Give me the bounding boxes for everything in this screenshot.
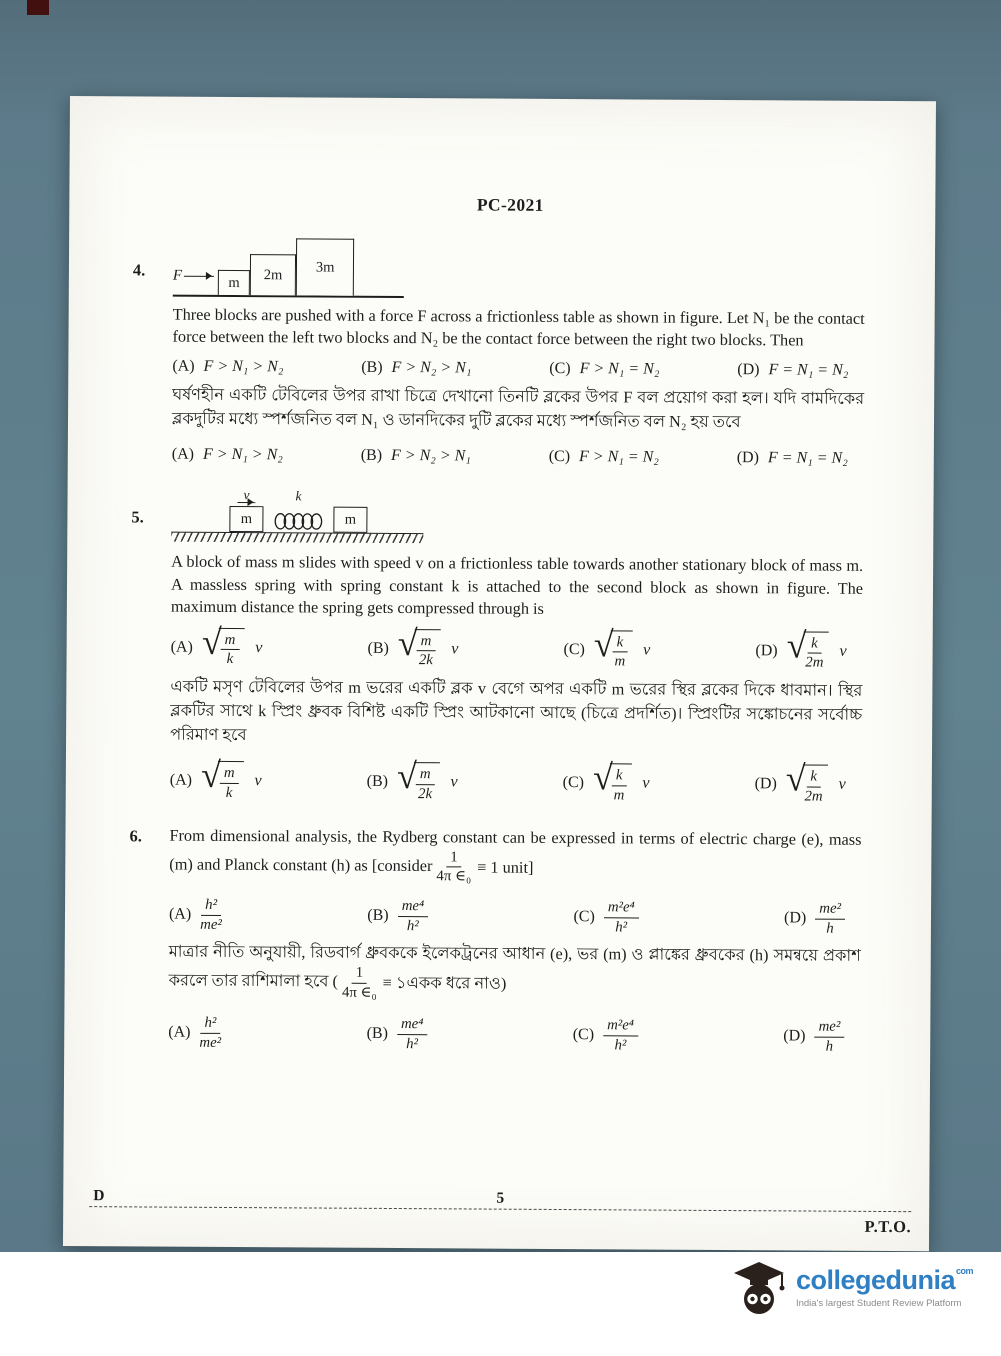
option-label: (C) — [573, 908, 595, 926]
q4-options-bengali — [172, 445, 848, 467]
fraction-expression: $\frac{\text{me²}}{h}$ — [814, 1019, 844, 1055]
q5-figure — [171, 487, 423, 543]
velocity-label: v — [238, 488, 256, 504]
q5-moving-block — [229, 488, 263, 533]
option-label: (A) — [169, 771, 193, 790]
option-label: (C) — [549, 359, 571, 378]
paper-code: PC-2021 — [476, 194, 544, 215]
q4-option-a — [172, 445, 283, 464]
collegedunia-logo — [730, 1260, 973, 1316]
question-5-number: 5. — [131, 507, 144, 527]
scan-corner-artifact — [27, 0, 49, 15]
table-hatching — [171, 532, 423, 544]
q5-option-b: (B) √ $\frac{m}{2k}$ v — [367, 622, 459, 669]
option-label: (B) — [366, 773, 389, 791]
fraction-expression: $\frac{\text{m²e⁴}}{\text{h²}}$ — [604, 899, 639, 935]
fraction-expression: $\frac{\text{me⁴}}{\text{h²}}$ — [397, 1016, 428, 1052]
q5-option-d: (D) √ $\frac{k}{2m}$ v — [754, 758, 846, 805]
pto-label: P.T.O. — [864, 1216, 912, 1237]
option-label: (B) — [360, 446, 383, 464]
q6-option-b — [366, 1016, 427, 1052]
option-text: F = N₁ = N₂ — [768, 361, 849, 379]
option-label: (D) — [783, 1027, 806, 1045]
question-5 — [130, 487, 886, 806]
spring-constant-label: k — [295, 488, 302, 504]
fraction-expression: $\frac{\text{h²}}{\text{me²}}$ — [199, 1014, 222, 1051]
q6-text-english: From dimensional analysis, the Rydberg constant can be expressed in terms of electric charge (e), mass (m) and Planck constant (h) as [consider $\frac{1}{\text{4π ∈₀}}$ ≡ 1 unit] — [169, 826, 862, 885]
spring-icon — [273, 513, 323, 531]
sqrt-expression: √ $\frac{m}{2k}$ — [397, 762, 440, 802]
option-label: (A) — [172, 357, 195, 375]
q6-option-c — [573, 899, 638, 936]
fraction-expression: $\frac{\text{me²}}{h}$ — [815, 901, 845, 937]
option-label: (C) — [572, 1026, 595, 1044]
q5-option-c: (C) √ $\frac{k}{m}$ v — [562, 757, 650, 804]
q4-option-c — [549, 447, 659, 466]
q6-option-b — [367, 898, 428, 934]
q4-block-m: m — [218, 270, 250, 295]
q6-options-english — [169, 897, 845, 937]
q6-option-c — [573, 1017, 638, 1054]
sqrt-expression: √ $\frac{k}{2m}$ — [786, 765, 828, 805]
q4-option-b — [361, 446, 471, 465]
q4-figure — [173, 238, 405, 298]
q5-option-b: (B) √ $\frac{m}{2k}$ v — [366, 756, 458, 803]
q5-option-a: (A) √ $\frac{m}{k}$ v — [170, 621, 263, 668]
q5-option-d: (D) √ $\frac{k}{2m}$ v — [755, 625, 847, 672]
paper-content — [64, 96, 936, 1055]
q6-option-d — [784, 900, 845, 936]
option-text: F > N₂ > N₁ — [391, 358, 472, 377]
option-text: F > N₁ = N₂ — [579, 360, 660, 378]
option-text: F > N₁ > N₂ — [203, 357, 284, 376]
bottom-strip — [0, 1252, 1001, 1356]
option-label: (B) — [361, 358, 383, 376]
force-arrow-icon — [184, 275, 214, 277]
q5-block-1: m — [229, 506, 263, 532]
option-label: (C) — [562, 774, 585, 792]
sqrt-expression: √ $\frac{k}{m}$ — [593, 764, 632, 804]
q4-option-c — [549, 360, 659, 379]
fraction-expression: $\frac{\text{h²}}{\text{me²}}$ — [200, 896, 222, 933]
q4-option-b — [361, 359, 471, 378]
option-label: (D) — [736, 448, 760, 466]
option-label: (A) — [171, 445, 195, 463]
q4-block-3m: 3m — [296, 238, 354, 295]
option-label: (D) — [754, 775, 777, 793]
q5-options-bengali — [169, 755, 846, 805]
q4-block-2m: 2m — [250, 254, 296, 295]
option-label: (A) — [170, 638, 193, 656]
fraction-expression: $\frac{\text{me⁴}}{\text{h²}}$ — [398, 898, 429, 934]
sqrt-expression: √ $\frac{m}{2k}$ — [398, 629, 441, 669]
q6-option-a — [168, 1015, 221, 1051]
option-label: (A) — [168, 1023, 191, 1041]
velocity-arrow-icon — [238, 502, 256, 504]
q5-block-2: m — [333, 507, 367, 533]
q6-text-bengali: মাত্রার নীতি অনুযায়ী, রিডবার্গ ধ্রুবককে ইলেকট্রনের আধান (e), ভর (m) ও প্লাঙ্কের ধ্রুবকের (h) সমন্বয়ে প্রকাশ করলে তার রাশিমালা হবে ( $\frac{1}{\text{4π ∈₀}}$ ≡ ১একক ধরে নাও) — [168, 941, 861, 1001]
q5-option-c: (C) √ $\frac{k}{m}$ v — [563, 624, 651, 670]
question-6-number: 6. — [129, 826, 142, 846]
q4-option-d — [737, 361, 848, 380]
option-text: F > N₁ = N₂ — [579, 447, 659, 466]
page-footer — [89, 1184, 911, 1237]
q6-option-a — [169, 897, 222, 933]
q4-option-d — [737, 449, 848, 468]
brand-suffix: com — [955, 1266, 973, 1276]
option-text: F > N₂ > N₁ — [390, 446, 471, 464]
question-6 — [128, 825, 883, 1055]
q5-spring-assembly — [273, 489, 323, 533]
q4-options-english — [172, 358, 848, 380]
q6-option-d — [783, 1018, 844, 1054]
q4-force — [173, 268, 214, 285]
q5-text-bengali: একটি মসৃণ টেবিলের উপর m ভরের একটি ব্লক v বেগে অপর একটি m ভরের স্থির ব্লকের দিকে ধাবমান। স্থির ব্লকটির সাথে k স্প্রিং ধ্রুবক বিশিষ্ট একটি স্প্রিং আটকানো আছে (চিত্রে প্রদর্শিত)। স্প্রিংটির সঙ্কোচনের সর্বোচ্চ পরিমাণ হবে — [170, 676, 863, 744]
q4-option-a — [172, 358, 283, 377]
option-label: (C) — [563, 640, 585, 659]
option-label: (B) — [366, 1024, 388, 1043]
page-number: 5 — [496, 1189, 505, 1207]
question-4 — [132, 237, 887, 467]
collegedunia-owl-icon — [730, 1260, 788, 1316]
option-label: (A) — [168, 905, 192, 923]
exam-paper — [63, 96, 936, 1251]
option-text: F = N₁ = N₂ — [767, 448, 848, 467]
set-code: D — [93, 1187, 105, 1205]
q5-option-a: (A) √ $\frac{m}{k}$ v — [169, 755, 262, 801]
inline-fraction: $\frac{1}{\text{4π ∈₀}}$ — [341, 964, 377, 1001]
sqrt-expression: √ $\frac{k}{2m}$ — [786, 631, 828, 671]
option-label: (B) — [367, 906, 389, 925]
option-label: (C) — [548, 447, 571, 465]
option-label: (D) — [737, 361, 760, 379]
q6-options-bengali — [168, 1015, 844, 1055]
option-label: (D) — [755, 642, 778, 660]
fraction-expression: $\frac{\text{m²e⁴}}{\text{h²}}$ — [603, 1017, 638, 1053]
option-label: (D) — [783, 909, 807, 927]
q5-text-english: A block of mass m slides with speed v on a frictionless table towards another stationary block of mass m. A massless spring with spring constant k is attached to the second block as shown in figure. The maximum distance the spring gets compressed through is — [170, 552, 864, 619]
brand-name: collegedunia$^{com}$ — [795, 1265, 973, 1295]
q4-text-bengali: ঘর্ষণহীন একটি টেবিলের উপর রাখা চিত্রে দেখানো তিনটি ব্লকের উপর F বল প্রয়োগ করা হল। যদি বামদিকের ব্লকদুটির মধ্যে স্পর্শজনিত বল N₁ ও ডানদিকের দুটি ব্লকের মধ্যে স্পর্শজনিত বল N₂ হয় তবে — [171, 384, 865, 431]
footer-divider — [89, 1184, 911, 1212]
brand-tagline: India's largest Student Review Platform — [795, 1298, 962, 1309]
question-4-number: 4. — [132, 260, 146, 280]
inline-fraction: $\frac{1}{\text{4π ∈₀}}$ — [436, 849, 472, 885]
q4-text-english: Three blocks are pushed with a force F across a frictionless table as shown in figure. Let N₁ be the contact force between the left two blocks and N₂ be the contact force between the right two blocks. Then — [172, 304, 865, 350]
option-label: (B) — [367, 639, 389, 657]
option-text: F > N₁ > N₂ — [202, 445, 283, 463]
sqrt-expression: √ $\frac{m}{k}$ — [201, 761, 244, 801]
q5-options-english — [170, 621, 847, 672]
sqrt-expression: √ $\frac{k}{m}$ — [594, 630, 633, 670]
sqrt-expression: √ $\frac{m}{k}$ — [202, 628, 245, 668]
force-label: F — [172, 267, 183, 284]
